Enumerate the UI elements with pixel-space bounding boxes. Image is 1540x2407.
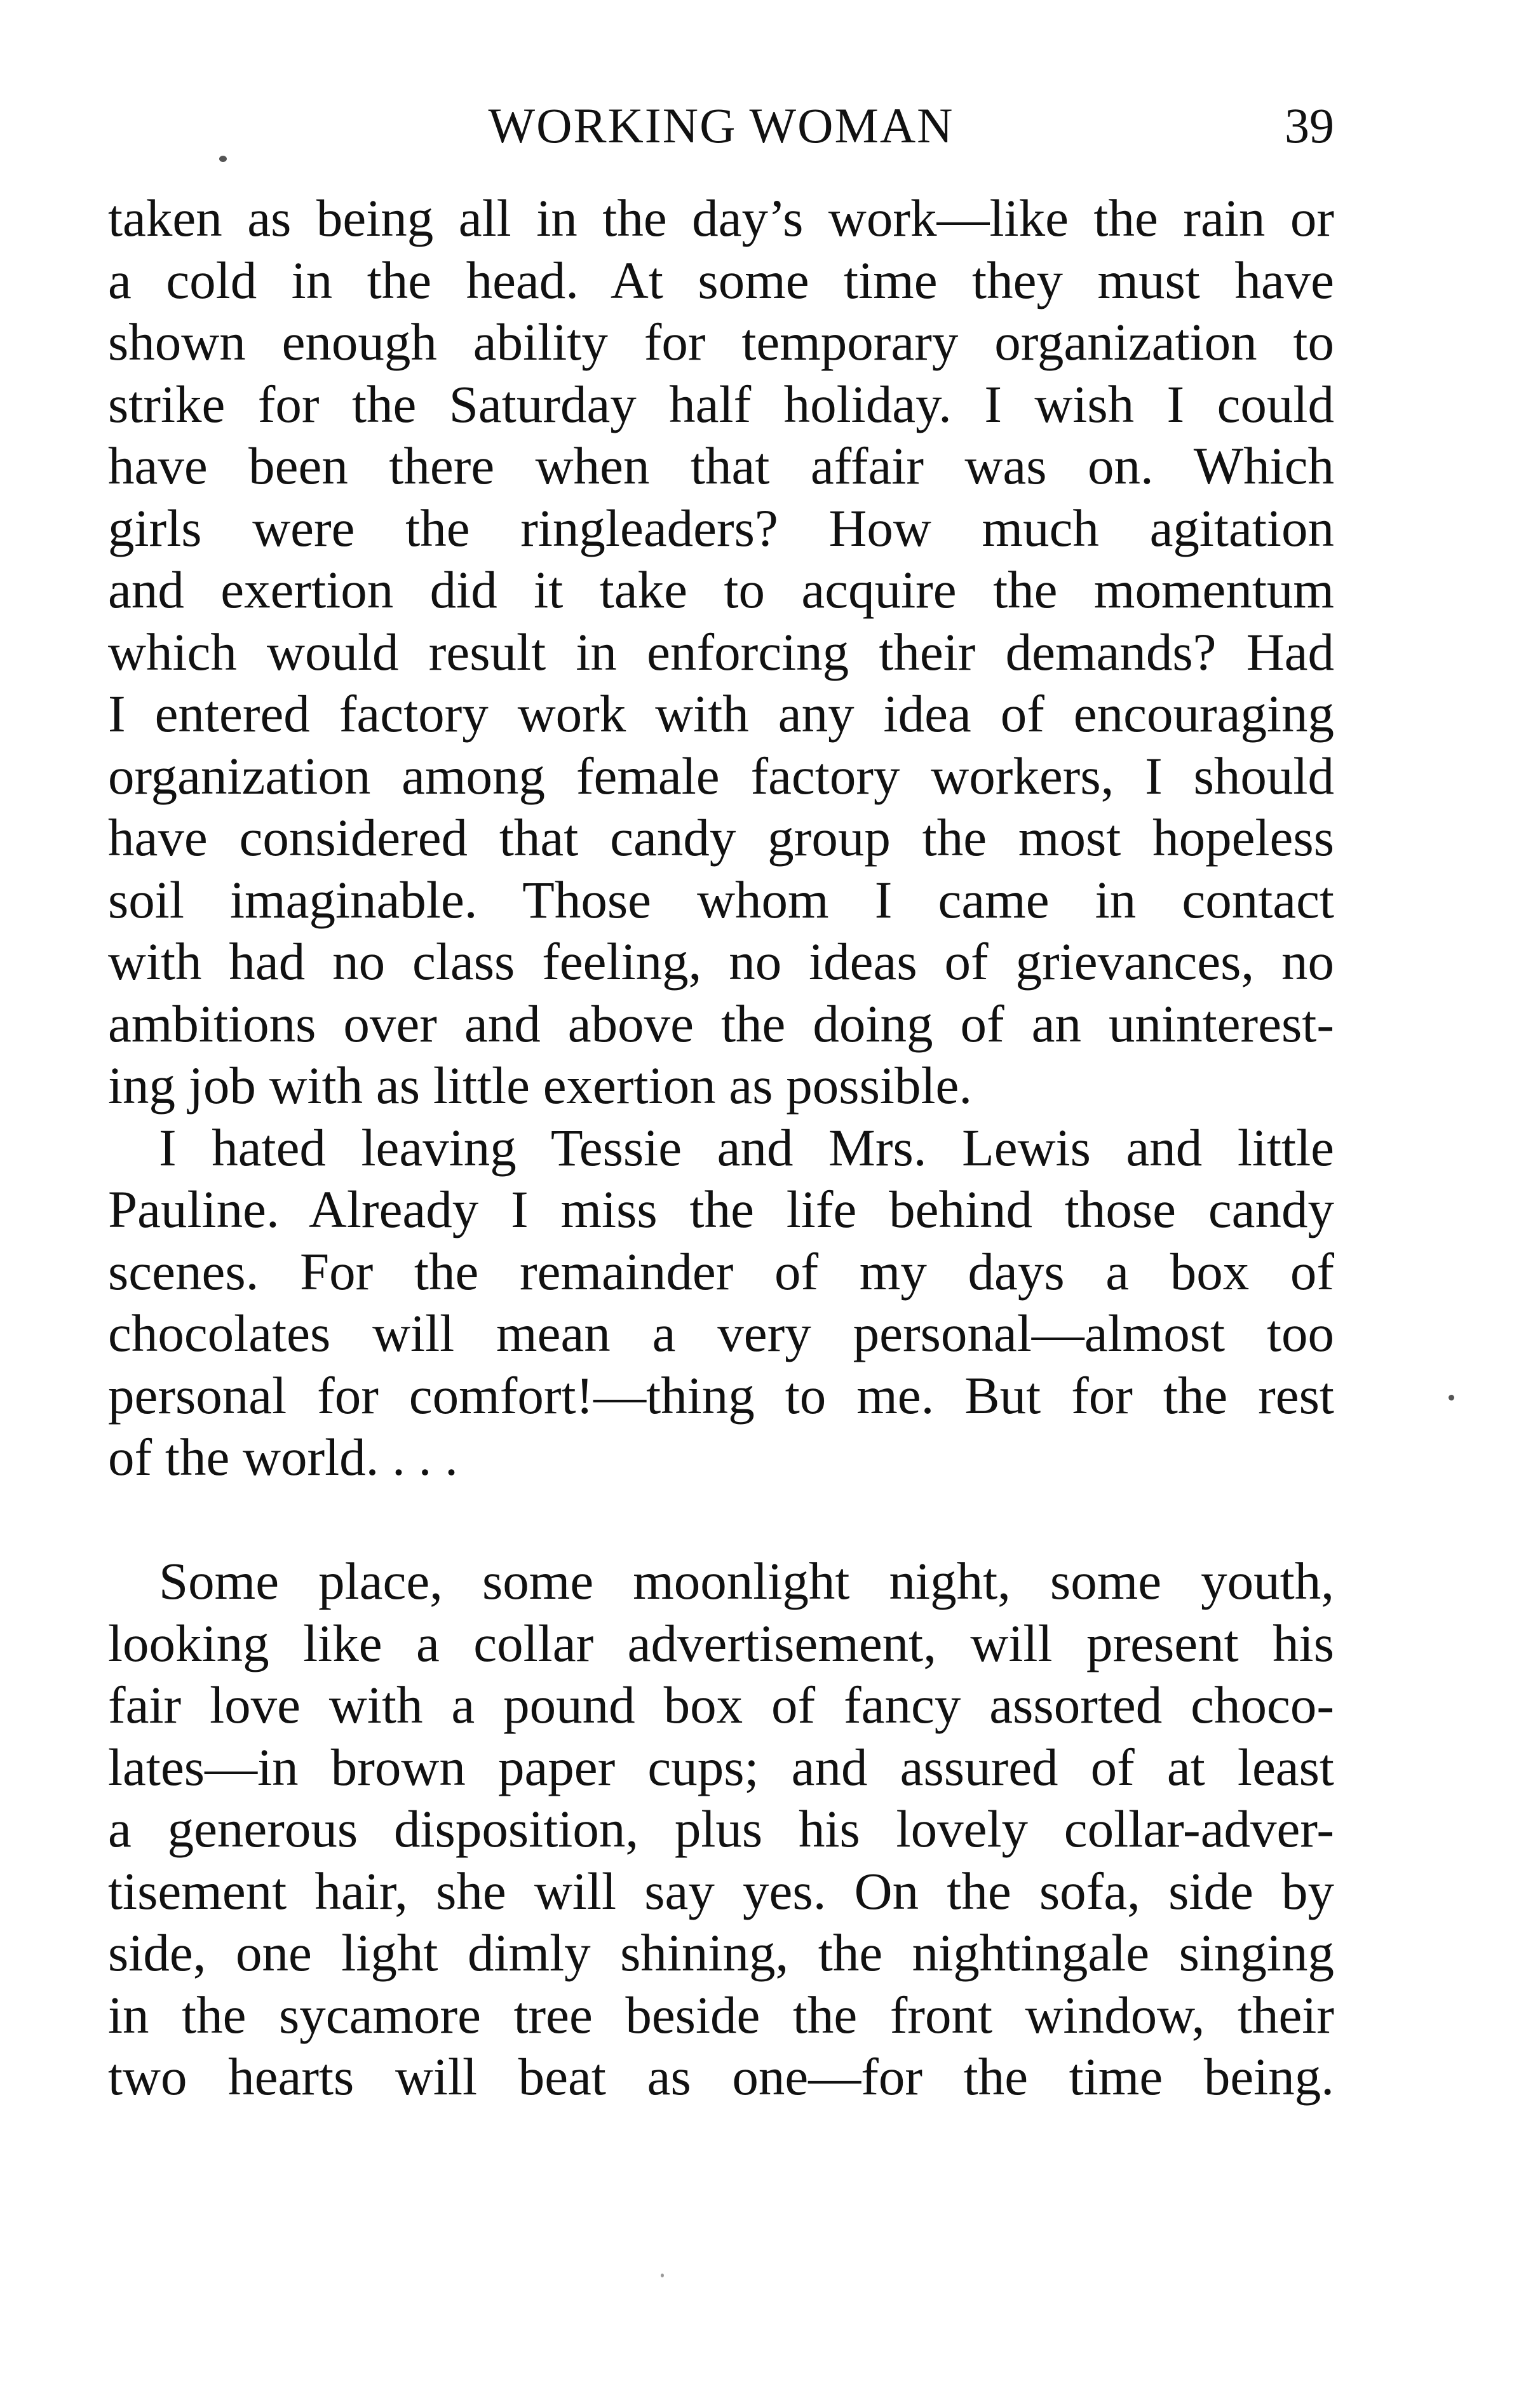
- paragraph-2: [108, 1117, 1334, 1489]
- text-line: I hated leaving Tessie and Mrs. Lewis and little: [159, 1118, 1334, 1177]
- text-line: have been there when that affair was on. Which: [108, 437, 1334, 495]
- text-line: in the sycamore tree beside the front window, their: [108, 1985, 1334, 2044]
- text-line: two hearts will beat as one—for the time being.: [108, 2047, 1334, 2106]
- print-speck: [219, 156, 227, 162]
- text-line: ambitions over and above the doing of an uninterest-: [108, 994, 1334, 1053]
- text-line: scenes. For the remainder of my days a box of: [108, 1242, 1334, 1301]
- text-line: fair love with a pound box of fancy assorted choco-: [108, 1676, 1334, 1734]
- text-line: and exertion did it take to acquire the momentum: [108, 560, 1334, 619]
- section-break: [108, 1489, 1334, 1551]
- text-line: I entered factory work with any idea of encouraging: [108, 684, 1334, 743]
- text-line: girls were the ringleaders? How much agitation: [108, 498, 1334, 557]
- text-line: of the world. . . .: [108, 1428, 458, 1486]
- print-speck: [1449, 1395, 1454, 1400]
- text-line: soil imaginable. Those whom I came in contact: [108, 870, 1334, 929]
- text-line: shown enough ability for temporary organization to: [108, 313, 1334, 371]
- text-line: a cold in the head. At some time they must have: [108, 250, 1334, 309]
- running-title: WORKING WOMAN: [488, 98, 954, 153]
- text-line: side, one light dimly shining, the nightingale singing: [108, 1923, 1334, 1982]
- text-line: which would result in enforcing their demands? Had: [108, 622, 1334, 681]
- text-line: have considered that candy group the most hopeless: [108, 808, 1334, 867]
- text-line: Pauline. Already I miss the life behind those candy: [108, 1180, 1334, 1238]
- text-line: with had no class feeling, no ideas of grievances, no: [108, 932, 1334, 991]
- running-head: [108, 94, 1334, 164]
- paragraph-1: [108, 187, 1334, 1117]
- text-line: ing job with as little exertion as possible.: [108, 1056, 973, 1115]
- body-text: [108, 187, 1334, 2108]
- text-line: organization among female factory workers, I should: [108, 746, 1334, 805]
- text-line: strike for the Saturday half holiday. I wish I could: [108, 374, 1334, 433]
- print-speck: [661, 2274, 664, 2277]
- text-line: tisement hair, she will say yes. On the sofa, side by: [108, 1861, 1334, 1920]
- text-line: taken as being all in the day’s work—like the rain or: [108, 189, 1334, 247]
- text-line: lates—in brown paper cups; and assured of at least: [108, 1737, 1334, 1796]
- text-line: Some place, some moonlight night, some youth,: [159, 1552, 1334, 1610]
- paragraph-3: [108, 1550, 1334, 2108]
- page-number: 39: [1285, 98, 1334, 153]
- text-line: looking like a collar advertisement, will present his: [108, 1613, 1334, 1672]
- text-line: a generous disposition, plus his lovely collar-adver-: [108, 1800, 1334, 1858]
- text-line: chocolates will mean a very personal—almost too: [108, 1304, 1334, 1362]
- text-line: personal for comfort!—thing to me. But for the rest: [108, 1366, 1334, 1425]
